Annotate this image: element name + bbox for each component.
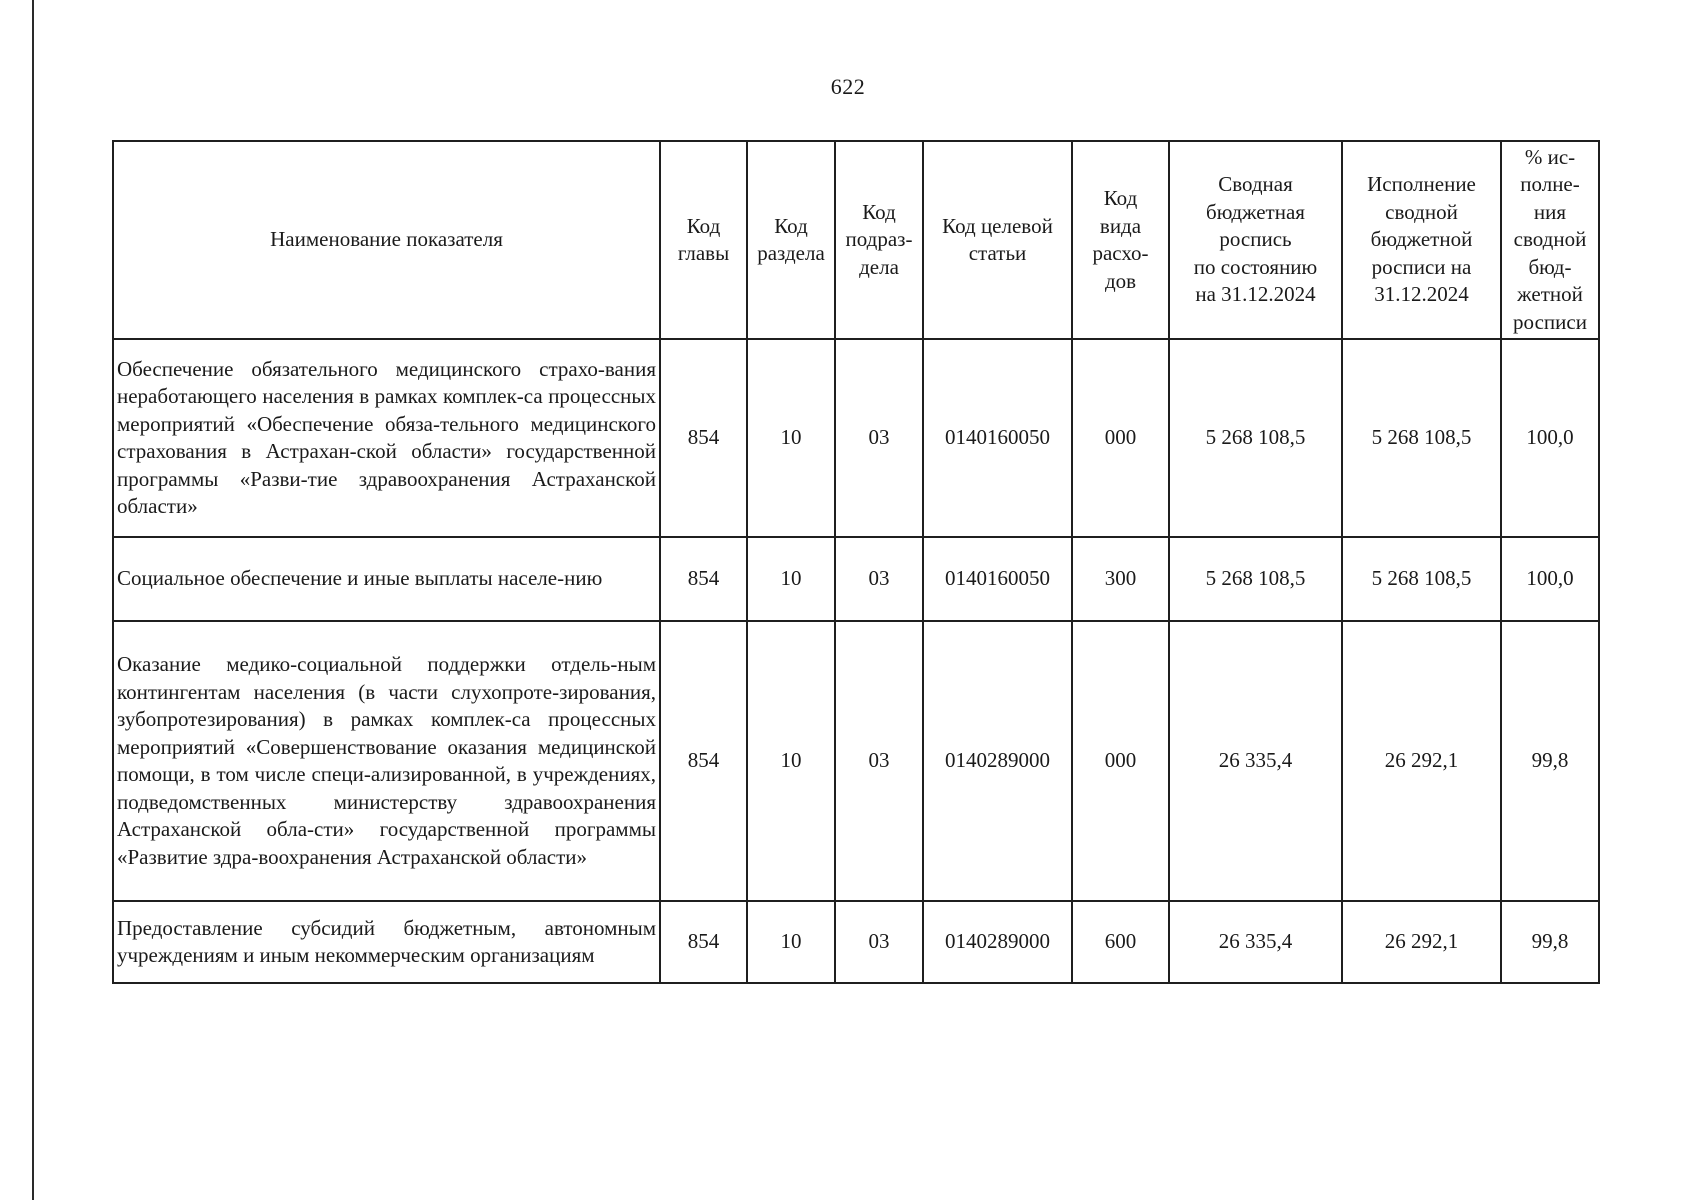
section-code-cell: 10 <box>747 339 835 537</box>
execution-cell: 5 268 108,5 <box>1342 537 1501 621</box>
subsection-code-cell: 03 <box>835 537 923 621</box>
chapter-code-cell: 854 <box>660 339 747 537</box>
section-code-cell: 10 <box>747 901 835 983</box>
summary-budget-cell: 26 335,4 <box>1169 901 1342 983</box>
indicator-name-cell: Обеспечение обязательного медицинского страхо-вания неработающего населения в рамках комплек-са процессных мероприятий «Обеспечение обяза-тельного медицинского страхования в Астрахан-ской области» государственной программы «Разви-тие здравоохранения Астраханской области» <box>113 339 660 537</box>
page-number: 622 <box>830 74 866 99</box>
chapter-code-cell: 854 <box>660 901 747 983</box>
expense-type-code-cell: 600 <box>1072 901 1169 983</box>
indicator-name-cell: Предоставление субсидий бюджетным, автономным учреждениям и иным некоммерческим организациям <box>113 901 660 983</box>
section-code-cell: 10 <box>747 621 835 901</box>
execution-cell: 26 292,1 <box>1342 901 1501 983</box>
header-subsection-code: Код подраз- дела <box>835 141 923 339</box>
summary-budget-cell: 5 268 108,5 <box>1169 339 1342 537</box>
section-code-cell: 10 <box>747 537 835 621</box>
header-indicator-name: Наименование показателя <box>113 141 660 339</box>
indicator-name-cell: Оказание медико-социальной поддержки отдель-ным контингентам населения (в части слухопроте-зирования, зубопротезирования) в рамках комплек-са процессных мероприятий «Совершенствование оказания медицинской помощи, в том числе специ-ализированной, в учреждениях, подведомственных министерству здравоохранения Астраханской обла-сти» государственной программы «Развитие здра-воохранения Астраханской области» <box>113 621 660 901</box>
target-code-cell: 0140160050 <box>923 537 1072 621</box>
header-target-code: Код целевой статьи <box>923 141 1072 339</box>
chapter-code-cell: 854 <box>660 621 747 901</box>
execution-cell: 26 292,1 <box>1342 621 1501 901</box>
scan-edge-line <box>32 0 34 1200</box>
header-execution: Исполнение сводной бюджетной росписи на 31.12.2024 <box>1342 141 1501 339</box>
summary-budget-cell: 5 268 108,5 <box>1169 537 1342 621</box>
percent-cell: 100,0 <box>1501 339 1599 537</box>
table-header-row <box>113 141 1599 339</box>
indicator-name-cell: Социальное обеспечение и иные выплаты населе-нию <box>113 537 660 621</box>
subsection-code-cell: 03 <box>835 339 923 537</box>
subsection-code-cell: 03 <box>835 621 923 901</box>
expense-type-code-cell: 000 <box>1072 339 1169 537</box>
summary-budget-cell: 26 335,4 <box>1169 621 1342 901</box>
target-code-cell: 0140160050 <box>923 339 1072 537</box>
chapter-code-cell: 854 <box>660 537 747 621</box>
target-code-cell: 0140289000 <box>923 621 1072 901</box>
expense-type-code-cell: 000 <box>1072 621 1169 901</box>
budget-execution-table <box>112 140 1600 984</box>
execution-cell: 5 268 108,5 <box>1342 339 1501 537</box>
table-row <box>113 901 1599 983</box>
target-code-cell: 0140289000 <box>923 901 1072 983</box>
header-chapter-code: Код главы <box>660 141 747 339</box>
table-row <box>113 537 1599 621</box>
subsection-code-cell: 03 <box>835 901 923 983</box>
table-row <box>113 339 1599 537</box>
percent-cell: 99,8 <box>1501 901 1599 983</box>
percent-cell: 99,8 <box>1501 621 1599 901</box>
percent-cell: 100,0 <box>1501 537 1599 621</box>
header-section-code: Код раздела <box>747 141 835 339</box>
table-row <box>113 621 1599 901</box>
expense-type-code-cell: 300 <box>1072 537 1169 621</box>
header-percent-execution: % ис- полне- ния сводной бюд- жетной росписи <box>1501 141 1599 339</box>
header-summary-budget: Сводная бюджетная роспись по состоянию на 31.12.2024 <box>1169 141 1342 339</box>
header-expense-type-code: Код вида расхо- дов <box>1072 141 1169 339</box>
